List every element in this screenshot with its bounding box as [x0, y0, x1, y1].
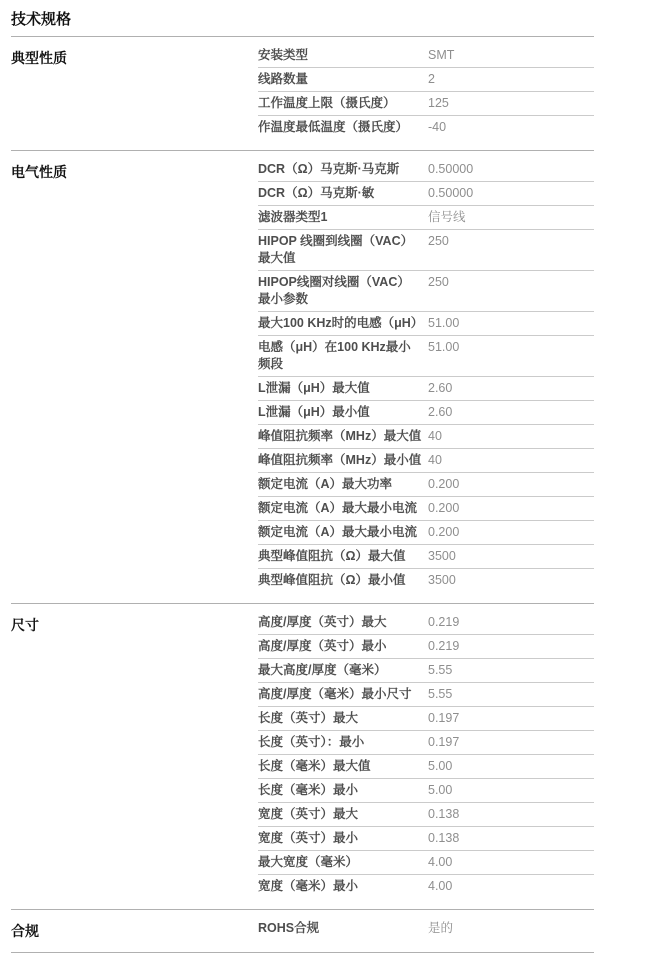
spec-row	[258, 497, 594, 521]
spec-row-value: 250	[428, 275, 449, 289]
spec-row-value: 2	[428, 72, 435, 86]
section-rows	[258, 917, 594, 940]
spec-row-label: HIPOP 线圈到线圈（VAC）最大值	[258, 234, 414, 265]
spec-row-label: 高度/厚度（英寸）最小	[258, 639, 387, 653]
spec-row	[258, 707, 594, 731]
spec-row-value: 3500	[428, 573, 456, 587]
spec-row-value: -40	[428, 120, 447, 134]
spec-row-label: 高度/厚度（毫米）最小尺寸	[258, 687, 412, 701]
spec-row	[258, 182, 594, 206]
spec-row-label: 额定电流（A）最大最小电流	[258, 525, 418, 539]
spec-row	[258, 473, 594, 497]
spec-row	[258, 683, 594, 707]
spec-row-value: 250	[428, 234, 449, 248]
spec-row-label: 典型峰值阻抗（Ω）最小值	[258, 573, 406, 587]
spec-row-value: SMT	[428, 48, 455, 62]
spec-row	[258, 449, 594, 473]
spec-row	[258, 401, 594, 425]
spec-row-label: 最大100 KHz时的电感（μH）	[258, 316, 424, 330]
spec-row-value: 5.55	[428, 687, 453, 701]
spec-row-label: 峰值阻抗频率（MHz）最大值	[258, 429, 422, 443]
spec-row	[258, 827, 594, 851]
spec-row-label: 宽度（英寸）最小	[258, 831, 359, 845]
spec-row	[258, 659, 594, 683]
spec-section	[11, 37, 594, 151]
spec-row	[258, 611, 594, 635]
spec-row-label: DCR（Ω）马克斯·敏	[258, 186, 375, 200]
spec-row	[258, 206, 594, 230]
spec-row-value: 51.00	[428, 316, 460, 330]
section-rows	[258, 158, 594, 592]
section-title: 尺寸	[11, 617, 39, 633]
section-rows	[258, 611, 594, 898]
spec-row-label: 长度（毫米）最大值	[258, 759, 371, 773]
spec-row-label: 安装类型	[258, 48, 309, 62]
spec-row-label: L泄漏（μH）最大值	[258, 381, 370, 395]
spec-sections	[11, 37, 594, 953]
spec-row-label: L泄漏（μH）最小值	[258, 405, 370, 419]
spec-row-label: 最大宽度（毫米）	[258, 855, 359, 869]
spec-section	[11, 910, 594, 953]
spec-row-value: 4.00	[428, 879, 453, 893]
spec-row-value: 2.60	[428, 381, 453, 395]
spec-row	[258, 545, 594, 569]
spec-row	[258, 521, 594, 545]
spec-row-value: 51.00	[428, 340, 460, 354]
section-title: 合规	[11, 923, 39, 939]
spec-row-label: 长度（英寸）：最小	[258, 735, 365, 749]
spec-row-value: 0.197	[428, 735, 460, 749]
spec-row-value: 信号线	[428, 210, 466, 224]
spec-row-label: 作温度最低温度（摄氏度）	[258, 120, 409, 134]
spec-row-label: 长度（英寸）最大	[258, 711, 359, 725]
spec-row-value: 0.219	[428, 639, 460, 653]
spec-row-label: DCR（Ω）马克斯·马克斯	[258, 162, 400, 176]
spec-row-label: HIPOP线圈对线圈（VAC）最小参数	[258, 275, 410, 306]
spec-row	[258, 336, 594, 377]
spec-row-value: 0.200	[428, 501, 460, 515]
spec-section	[11, 604, 594, 910]
spec-row	[258, 917, 594, 940]
spec-row-value: 0.50000	[428, 186, 474, 200]
spec-row-label: 额定电流（A）最大最小电流	[258, 501, 418, 515]
spec-row	[258, 68, 594, 92]
spec-row	[258, 158, 594, 182]
spec-row	[258, 803, 594, 827]
spec-row-value: 0.197	[428, 711, 460, 725]
spec-row-label: 最大高度/厚度（毫米）	[258, 663, 387, 677]
spec-row	[258, 569, 594, 592]
spec-row	[258, 425, 594, 449]
spec-row	[258, 312, 594, 336]
spec-row-value: 是的	[428, 921, 454, 935]
spec-row	[258, 271, 594, 312]
spec-row	[258, 851, 594, 875]
spec-row	[258, 779, 594, 803]
spec-row-label: 工作温度上限（摄氏度）	[258, 96, 396, 110]
spec-row-value: 0.138	[428, 807, 460, 821]
section-title: 典型性质	[11, 50, 67, 66]
spec-row	[258, 635, 594, 659]
spec-row	[258, 731, 594, 755]
spec-row-label: 长度（毫米）最小	[258, 783, 359, 797]
spec-row	[258, 230, 594, 271]
spec-row-value: 125	[428, 96, 449, 110]
spec-row-label: 典型峰值阻抗（Ω）最大值	[258, 549, 406, 563]
spec-row-label: 高度/厚度（英寸）最大	[258, 615, 387, 629]
section-title: 电气性质	[11, 164, 67, 180]
spec-row	[258, 875, 594, 898]
spec-row-label: ROHS合规	[258, 921, 320, 935]
spec-row-value: 0.200	[428, 477, 460, 491]
spec-row-value: 4.00	[428, 855, 453, 869]
page-title: 技术规格	[11, 6, 594, 37]
spec-row-value: 40	[428, 453, 442, 467]
spec-row	[258, 44, 594, 68]
spec-row-label: 额定电流（A）最大功率	[258, 477, 393, 491]
spec-row-label: 电感（μH）在100 KHz最小频段	[258, 340, 411, 371]
spec-row-label: 宽度（英寸）最大	[258, 807, 359, 821]
spec-row-label: 线路数量	[258, 72, 309, 86]
spec-row-value: 40	[428, 429, 442, 443]
section-rows	[258, 44, 594, 139]
spec-row	[258, 116, 594, 139]
spec-row-value: 0.138	[428, 831, 460, 845]
spec-row-label: 峰值阻抗频率（MHz）最小值	[258, 453, 422, 467]
spec-row-value: 3500	[428, 549, 456, 563]
spec-row	[258, 92, 594, 116]
spec-row-value: 2.60	[428, 405, 453, 419]
spec-row-value: 5.55	[428, 663, 453, 677]
spec-row-value: 5.00	[428, 759, 453, 773]
spec-row-label: 滤波器类型1	[258, 210, 328, 224]
spec-row	[258, 755, 594, 779]
spec-section	[11, 151, 594, 604]
spec-row-value: 0.50000	[428, 162, 474, 176]
spec-row-value: 0.219	[428, 615, 460, 629]
spec-row-value: 5.00	[428, 783, 453, 797]
spec-row-value: 0.200	[428, 525, 460, 539]
spec-row-label: 宽度（毫米）最小	[258, 879, 359, 893]
spec-row	[258, 377, 594, 401]
